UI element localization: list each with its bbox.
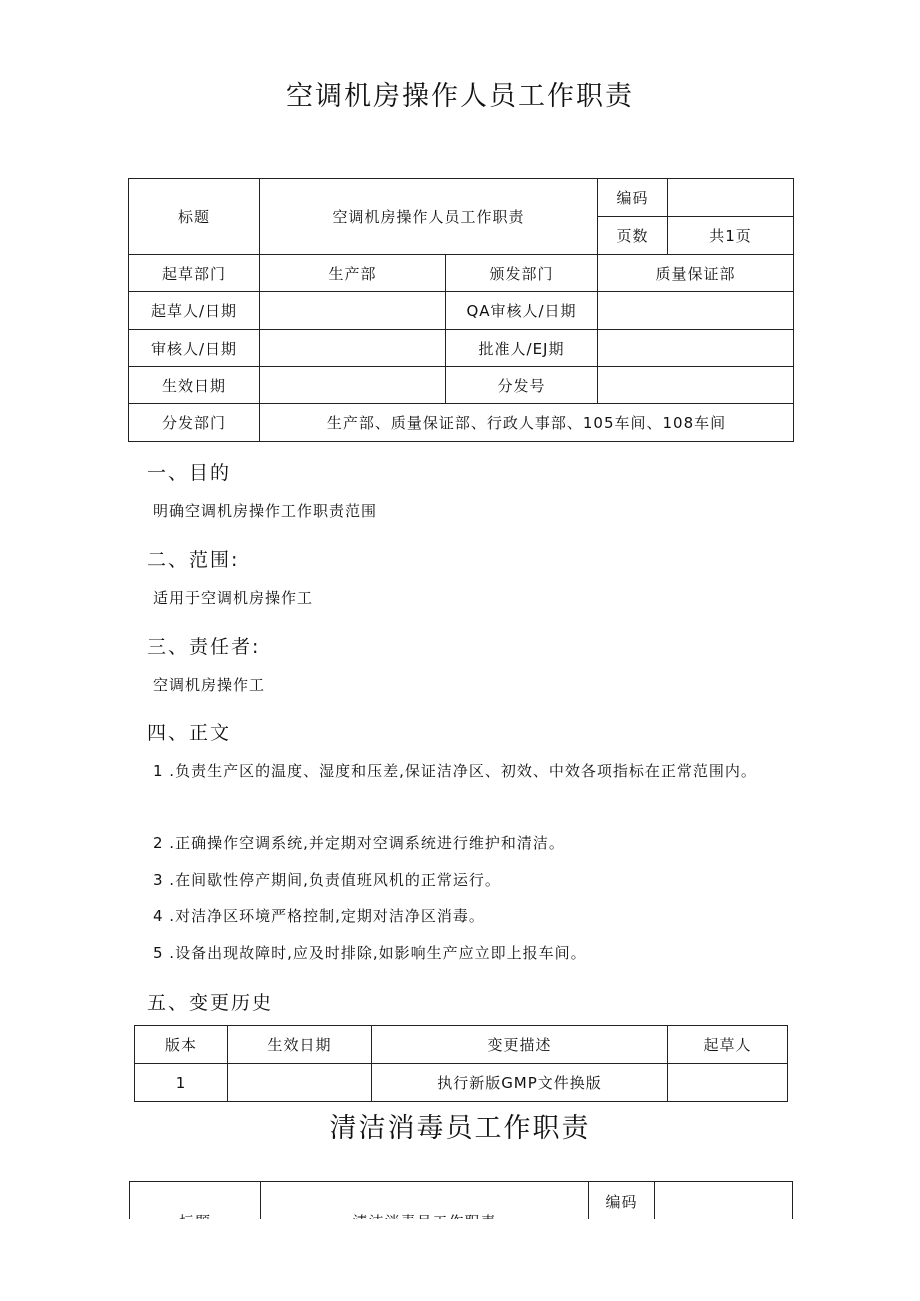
code-value	[668, 179, 794, 217]
code-label-2: 编码	[589, 1182, 655, 1222]
drafter-value	[260, 292, 446, 330]
history-cell-effective-date	[228, 1064, 372, 1102]
issue-dept-value: 质量保证部	[598, 255, 794, 292]
document-header-table	[128, 178, 794, 442]
reviewer-label: 审核人/日期	[129, 330, 260, 367]
pages-label: 页数	[598, 217, 668, 255]
title-label: 标题	[129, 179, 260, 255]
section-heading-purpose: 一、目的	[147, 462, 232, 484]
qa-reviewer-value	[598, 292, 794, 330]
body-item: 4 .对洁净区环境严格控制,定期对洁净区消毒。	[153, 907, 485, 925]
history-header-drafter: 起草人	[668, 1026, 788, 1064]
code-value-2	[655, 1182, 793, 1222]
issue-dept-label: 颁发部门	[446, 255, 598, 292]
reviewer-value	[260, 330, 446, 367]
history-cell-version: 1	[135, 1064, 228, 1102]
body-item: 5 .设备出现故障时,应及时排除,如影响生产应立即上报车间。	[153, 944, 587, 962]
section-heading-scope: 二、范围:	[147, 549, 240, 571]
approver-value	[598, 330, 794, 367]
change-history-table	[134, 1025, 788, 1102]
drafter-label: 起草人/日期	[129, 292, 260, 330]
section-text-responsible: 空调机房操作工	[153, 676, 266, 694]
document-title: 空调机房操作人员工作职责	[286, 81, 634, 112]
pages-value: 共1页	[668, 217, 794, 255]
body-item: 2 .正确操作空调系统,并定期对空调系统进行维护和清洁。	[153, 834, 565, 852]
approver-label: 批准人/EJ期	[446, 330, 598, 367]
section-text-purpose: 明确空调机房操作工作职责范围	[153, 502, 378, 520]
history-cell-drafter	[668, 1064, 788, 1102]
draft-dept-value: 生产部	[260, 255, 446, 292]
code-label: 编码	[598, 179, 668, 217]
body-item: 3 .在间歇性停产期间,负责值班风机的正常运行。	[153, 871, 501, 889]
distribution-dept-value: 生产部、质量保证部、行政人事部、105车间、108车间	[260, 404, 794, 442]
page-bottom-mask	[0, 1219, 920, 1301]
title-value: 空调机房操作人员工作职责	[260, 179, 598, 255]
effective-date-label: 生效日期	[129, 367, 260, 404]
distribution-no-value	[598, 367, 794, 404]
table-row	[135, 1064, 788, 1102]
draft-dept-label: 起草部门	[129, 255, 260, 292]
history-header-description: 变更描述	[372, 1026, 668, 1064]
document-title-2: 清洁消毒员工作职责	[329, 1113, 591, 1144]
section-heading-body: 四、正文	[147, 722, 232, 744]
history-header-version: 版本	[135, 1026, 228, 1064]
distribution-dept-label: 分发部门	[129, 404, 260, 442]
history-header-effective-date: 生效日期	[228, 1026, 372, 1064]
section-heading-change-history: 五、变更历史	[147, 992, 274, 1014]
body-item: 1 .负责生产区的温度、湿度和压差,保证洁净区、初效、中效各项指标在正常范围内。	[153, 762, 757, 780]
section-heading-responsible: 三、责任者:	[147, 636, 261, 658]
distribution-no-label: 分发号	[446, 367, 598, 404]
history-cell-description: 执行新版GMP文件换版	[372, 1064, 668, 1102]
qa-reviewer-label: QA审核人/日期	[446, 292, 598, 330]
section-text-scope: 适用于空调机房操作工	[153, 589, 314, 607]
effective-date-value	[260, 367, 446, 404]
